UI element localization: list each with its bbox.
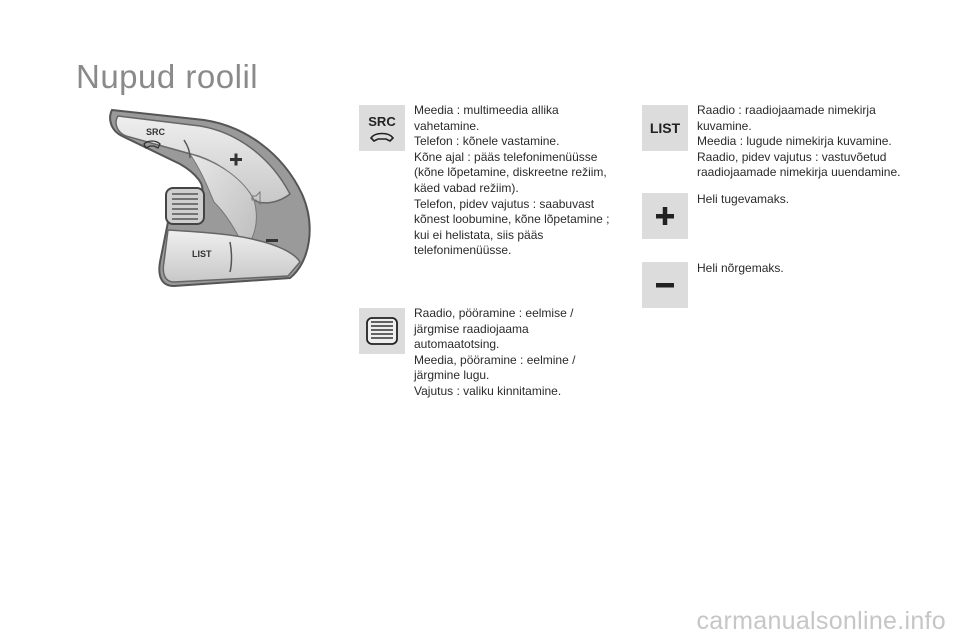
src-button-icon: [359, 105, 405, 151]
phone-icon: [371, 134, 393, 142]
desc-line: kui ei helistata, siis pääs: [414, 227, 544, 242]
desc-line: Telefon : kõnele vastamine.: [414, 134, 560, 149]
thumbwheel-icon: [359, 308, 405, 354]
desc-line: vahetamine.: [414, 118, 480, 133]
list-icon-label: LIST: [649, 120, 681, 136]
wheel-description: [414, 306, 575, 400]
wheel-list-label[interactable]: LIST: [192, 249, 212, 259]
desc-line: Telefon, pidev vajutus : saabuvast: [414, 196, 595, 211]
desc-line: järgmine lugu.: [414, 368, 490, 383]
wheel-minus-icon[interactable]: [266, 239, 278, 242]
desc-line: Meedia, pööramine : eelmine /: [414, 352, 576, 367]
watermark: carmanualsonline.info: [696, 607, 946, 635]
list-button-icon: [642, 105, 688, 151]
wheel-src-label[interactable]: SRC: [146, 127, 166, 137]
desc-line: telefonimenüüsse.: [414, 243, 512, 258]
desc-line: Raadio, pööramine : eelmise /: [414, 306, 574, 320]
steering-wheel-controls: [104, 102, 316, 288]
desc-line: (kõne lõpetamine, diskreetne režiim,: [414, 165, 607, 180]
desc-line: Raadio : raadiojaamade nimekirja: [697, 103, 876, 117]
desc-line: Vajutus : valiku kinnitamine.: [414, 383, 562, 398]
desc-line: kõnest loobumine, kõne lõpetamine ;: [414, 212, 610, 227]
list-description: [697, 103, 900, 181]
plus-icon: [642, 193, 688, 239]
desc-line: Heli tugevamaks.: [697, 192, 790, 206]
desc-line: käed vabad režiim).: [414, 180, 519, 195]
desc-line: Meedia : lugude nimekirja kuvamine.: [697, 134, 892, 149]
src-description: [414, 103, 609, 259]
desc-line: Meedia : multimeedia allika: [414, 103, 559, 117]
desc-line: Kõne ajal : pääs telefonimenüüsse: [414, 149, 598, 164]
desc-line: raadiojaamade nimekirja uuendamine.: [697, 165, 901, 180]
plus-description: [697, 192, 789, 208]
page-title: Nupud roolil: [76, 58, 259, 95]
desc-line: Raadio, pidev vajutus : vastuvõetud: [697, 149, 887, 164]
thumbwheel[interactable]: [166, 188, 204, 224]
src-icon-label: SRC: [368, 114, 396, 129]
desc-line: automaatotsing.: [414, 337, 500, 352]
minus-description: [697, 261, 784, 277]
desc-line: Heli nõrgemaks.: [697, 261, 784, 275]
desc-line: kuvamine.: [697, 118, 752, 133]
minus-icon: [642, 262, 688, 308]
desc-line: järgmise raadiojaama: [414, 321, 529, 336]
